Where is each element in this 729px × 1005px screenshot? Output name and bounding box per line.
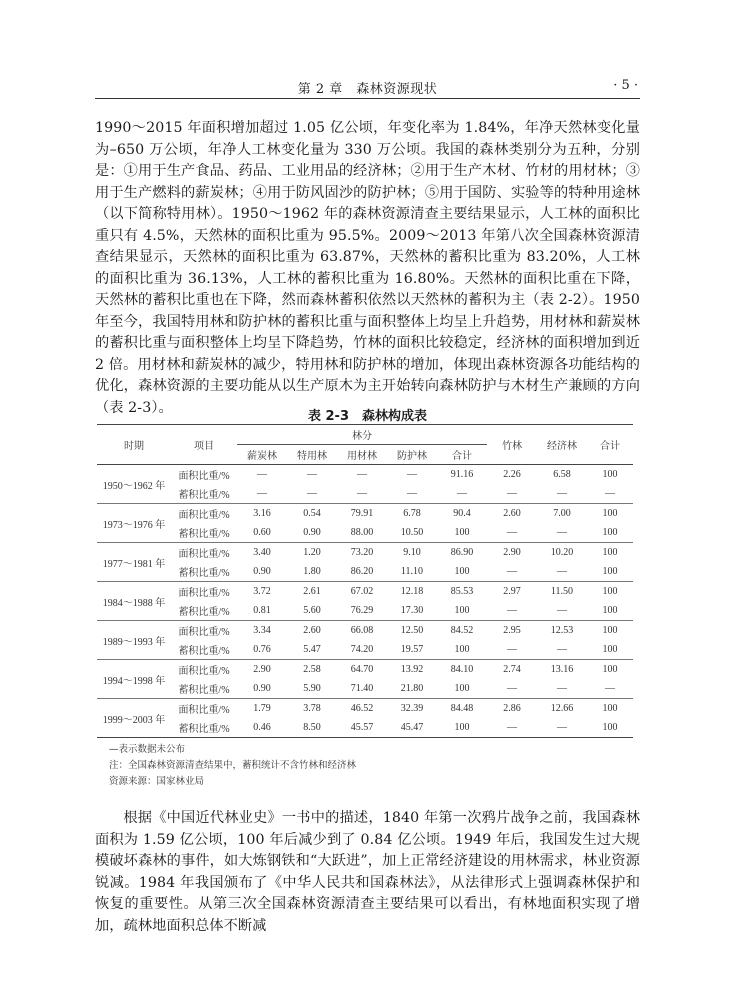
period-cell: 1973～1976 年 <box>97 504 171 543</box>
value-cell: 5.60 <box>287 601 337 621</box>
value-cell: 2.61 <box>303 586 321 597</box>
chapter-title: 第 2 章 森林资源现状 <box>297 82 438 97</box>
header-total: 合计 <box>587 425 633 465</box>
item-cell: 面积比重/% <box>178 510 230 521</box>
value-cell: 100 <box>602 508 618 519</box>
value-cell: 100 <box>602 586 618 597</box>
value-cell: 0.90 <box>237 562 287 582</box>
body-paragraph-1: 1990～2015 年面积增加超过 1.05 亿公顷，年变化率为 1.84%，年净天然林变化量为–650 万公顷，年净人工林变化量为 330 万公顷。我国的森林类别分为五种，分别是：①用于生产食品、药品、工业用品的经济林；②用于生产木材、竹材的用材林；③用于生产燃料的薪炭林；④用于防风固沙的防护林；⑤用于国防、实验等的特种用途林（以下简称特用林）。1950～1962 年的森林资源清查主要结果显示，人工林的面积比重只有 4.5%，天然林的面积比重为 95.5%。2009～2013 年第八次全国森林资源清查结果显示，天然林的面积比重为 63.87%，天然林的蓄积比重为 83.20%，人工林的面积比重为 36.13%，人工林的蓄积比重为 16.80%。天然林的面积比重在下降，天然林的蓄积比重也在下降，然而森林蓄积依然以天然林的蓄积为主（表 2-2）。1950 年至今，我国特用林和防护林的蓄积比重与面积整体上均呈上升趋势，用材林和薪炭林的蓄积比重与面积整体上均呈下降趋势，竹林的面积比较稳定，经济林的面积增加到近 2 倍。用材林和薪炭林的减少，特用林和防护林的增加，体现出森林资源各功能结构的优化，森林资源的主要功能从以生产原木为主开始转向森林防护与木材生产兼顾的方向（表 2-3）。 <box>95 120 640 416</box>
value-cell: — <box>287 484 337 504</box>
value-cell: 2.26 <box>503 469 521 480</box>
value-cell: 0.90 <box>287 523 337 543</box>
value-cell: 84.48 <box>450 703 474 714</box>
value-cell: — <box>537 679 587 699</box>
note-source: 资源来源：国家林业局 <box>109 776 205 787</box>
value-cell: 100 <box>437 523 487 543</box>
value-cell: 100 <box>602 547 618 558</box>
value-cell: — <box>537 718 587 738</box>
value-cell: — <box>537 562 587 582</box>
value-cell: 2.74 <box>503 664 521 675</box>
value-cell: 100 <box>437 718 487 738</box>
value-cell: 2.86 <box>503 703 521 714</box>
value-cell: 100 <box>587 601 633 621</box>
forest-composition-table <box>97 424 633 738</box>
value-cell: 67.02 <box>350 586 374 597</box>
value-cell: 100 <box>587 640 633 660</box>
value-cell: 12.18 <box>400 586 424 597</box>
value-cell: — <box>387 484 437 504</box>
value-cell: 100 <box>602 703 618 714</box>
table-title: 表 2-3 森林构成表 <box>307 409 427 424</box>
value-cell: 91.16 <box>450 469 474 480</box>
value-cell: 0.90 <box>237 679 287 699</box>
value-cell: — <box>337 484 387 504</box>
table-row <box>97 504 633 524</box>
value-cell: 0.46 <box>237 718 287 738</box>
period-cell: 1994～1998 年 <box>97 660 171 699</box>
value-cell: 100 <box>437 640 487 660</box>
value-cell: 100 <box>587 523 633 543</box>
period-cell: 1950～1962 年 <box>97 465 171 504</box>
table-row <box>97 523 633 543</box>
value-cell: 71.40 <box>337 679 387 699</box>
table-row <box>97 465 633 485</box>
value-cell: 32.39 <box>400 703 424 714</box>
value-cell: 73.20 <box>350 547 374 558</box>
period-cell: 1984～1988 年 <box>97 582 171 621</box>
table-notes <box>109 742 356 790</box>
value-cell: 13.92 <box>400 664 424 675</box>
value-cell: 86.90 <box>450 547 474 558</box>
value-cell: 5.90 <box>287 679 337 699</box>
value-cell: 2.60 <box>503 508 521 519</box>
item-cell: 蓄积比重/% <box>171 640 237 660</box>
value-cell: 100 <box>602 664 618 675</box>
body-paragraph-2: 根据《中国近代林业史》一书中的描述，1840 年第一次鸦片战争之前，我国森林面积为 1.59 亿公顷，100 年后减少到了 0.84 亿公顷。1949 年后，我国发生过大规模破坏森林的事件，如大炼钢铁和“大跃进”，加上正常经济建设的用林需求，林业资源锐减。1984 年我国颁布了《中华人民共和国森林法》，从法律形式上强调森林保护和恢复的重要性。从第三次全国森林资源清查主要结果可以看出，有林地面积实现了增加，疏林地面积总体不断减 <box>95 810 640 934</box>
note-volume: 注：全国森林资源清查结果中，蓄积统计不含竹林和经济林 <box>109 760 357 771</box>
header-fuelwood: 薪炭林 <box>237 445 287 465</box>
value-cell: 13.16 <box>550 664 574 675</box>
item-cell: 蓄积比重/% <box>171 484 237 504</box>
header-special-use: 特用林 <box>287 445 337 465</box>
value-cell: 66.08 <box>350 625 374 636</box>
table-row <box>97 562 633 582</box>
value-cell: — <box>487 484 537 504</box>
value-cell: 21.80 <box>387 679 437 699</box>
table-row <box>97 543 633 563</box>
value-cell: 100 <box>437 562 487 582</box>
page-number: · 5 · <box>613 78 638 93</box>
value-cell: 88.00 <box>337 523 387 543</box>
value-cell: — <box>307 469 317 480</box>
value-cell: 11.10 <box>387 562 437 582</box>
value-cell: 2.97 <box>503 586 521 597</box>
table-row <box>97 621 633 641</box>
value-cell: 10.20 <box>550 547 574 558</box>
header-period: 时期 <box>97 425 171 465</box>
item-cell: 蓄积比重/% <box>171 679 237 699</box>
item-cell: 面积比重/% <box>178 627 230 638</box>
value-cell: 90.4 <box>453 508 471 519</box>
value-cell: — <box>257 469 267 480</box>
value-cell: — <box>437 484 487 504</box>
value-cell: 100 <box>602 469 618 480</box>
value-cell: 2.90 <box>503 547 521 558</box>
value-cell: 46.52 <box>350 703 374 714</box>
value-cell: 17.30 <box>387 601 437 621</box>
header-bamboo: 竹林 <box>487 425 537 465</box>
value-cell: 9.10 <box>403 547 421 558</box>
value-cell: 86.20 <box>337 562 387 582</box>
value-cell: 8.50 <box>287 718 337 738</box>
header-item: 项目 <box>171 425 237 465</box>
value-cell: 100 <box>587 718 633 738</box>
period-cell: 1977～1981 年 <box>97 543 171 582</box>
header-protection: 防护林 <box>387 445 437 465</box>
item-cell: 面积比重/% <box>178 588 230 599</box>
header-economic: 经济林 <box>537 425 587 465</box>
value-cell: — <box>537 640 587 660</box>
value-cell: 7.00 <box>553 508 571 519</box>
value-cell: — <box>587 484 633 504</box>
item-cell: 面积比重/% <box>178 666 230 677</box>
value-cell: 1.79 <box>253 703 271 714</box>
item-cell: 蓄积比重/% <box>171 523 237 543</box>
value-cell: — <box>487 718 537 738</box>
value-cell: 64.70 <box>350 664 374 675</box>
header-stand-subtotal: 合计 <box>437 445 487 465</box>
header-timber: 用材林 <box>337 445 387 465</box>
value-cell: 85.53 <box>450 586 474 597</box>
value-cell: 100 <box>587 562 633 582</box>
value-cell: 3.40 <box>253 547 271 558</box>
value-cell: 3.72 <box>253 586 271 597</box>
value-cell: 10.50 <box>387 523 437 543</box>
value-cell: 19.57 <box>387 640 437 660</box>
value-cell: 100 <box>602 625 618 636</box>
value-cell: 2.90 <box>253 664 271 675</box>
period-cell: 1989～1993 年 <box>97 621 171 660</box>
table-row <box>97 679 633 699</box>
value-cell: 0.60 <box>237 523 287 543</box>
table-row <box>97 601 633 621</box>
value-cell: 100 <box>437 601 487 621</box>
value-cell: 100 <box>437 679 487 699</box>
value-cell: 0.76 <box>237 640 287 660</box>
item-cell: 面积比重/% <box>178 549 230 560</box>
value-cell: 1.20 <box>303 547 321 558</box>
table-row <box>97 718 633 738</box>
value-cell: 11.50 <box>550 586 574 597</box>
value-cell: — <box>487 562 537 582</box>
value-cell: — <box>237 484 287 504</box>
value-cell: 74.20 <box>337 640 387 660</box>
item-cell: 蓄积比重/% <box>171 562 237 582</box>
item-cell: 蓄积比重/% <box>171 718 237 738</box>
value-cell: 6.78 <box>403 508 421 519</box>
value-cell: 3.78 <box>303 703 321 714</box>
value-cell: — <box>487 640 537 660</box>
value-cell: — <box>587 679 633 699</box>
value-cell: 45.47 <box>387 718 437 738</box>
value-cell: — <box>357 469 367 480</box>
value-cell: 3.16 <box>253 508 271 519</box>
table-row <box>97 582 633 602</box>
value-cell: 0.81 <box>237 601 287 621</box>
page-header <box>95 76 640 99</box>
value-cell: 6.58 <box>553 469 571 480</box>
item-cell: 蓄积比重/% <box>171 601 237 621</box>
value-cell: — <box>537 523 587 543</box>
value-cell: 2.60 <box>303 625 321 636</box>
value-cell: 84.10 <box>450 664 474 675</box>
value-cell: 12.53 <box>550 625 574 636</box>
value-cell: — <box>537 484 587 504</box>
value-cell: — <box>537 601 587 621</box>
value-cell: — <box>487 679 537 699</box>
value-cell: 84.52 <box>450 625 474 636</box>
value-cell: 2.95 <box>503 625 521 636</box>
value-cell: — <box>487 601 537 621</box>
value-cell: 2.58 <box>303 664 321 675</box>
value-cell: 3.34 <box>253 625 271 636</box>
value-cell: 12.66 <box>550 703 574 714</box>
value-cell: 0.54 <box>303 508 321 519</box>
table-row <box>97 660 633 680</box>
value-cell: 5.47 <box>287 640 337 660</box>
value-cell: — <box>407 469 417 480</box>
value-cell: 79.91 <box>350 508 374 519</box>
table-row <box>97 699 633 719</box>
period-cell: 1999～2003 年 <box>97 699 171 738</box>
header-stand-group: 林分 <box>237 425 487 445</box>
value-cell: — <box>487 523 537 543</box>
table-row <box>97 640 633 660</box>
item-cell: 面积比重/% <box>178 471 230 482</box>
value-cell: 76.29 <box>337 601 387 621</box>
table-row <box>97 484 633 504</box>
note-dash-legend: —表示数据未公布 <box>109 744 186 755</box>
value-cell: 1.80 <box>287 562 337 582</box>
value-cell: 12.50 <box>400 625 424 636</box>
item-cell: 面积比重/% <box>178 705 230 716</box>
value-cell: 45.57 <box>337 718 387 738</box>
